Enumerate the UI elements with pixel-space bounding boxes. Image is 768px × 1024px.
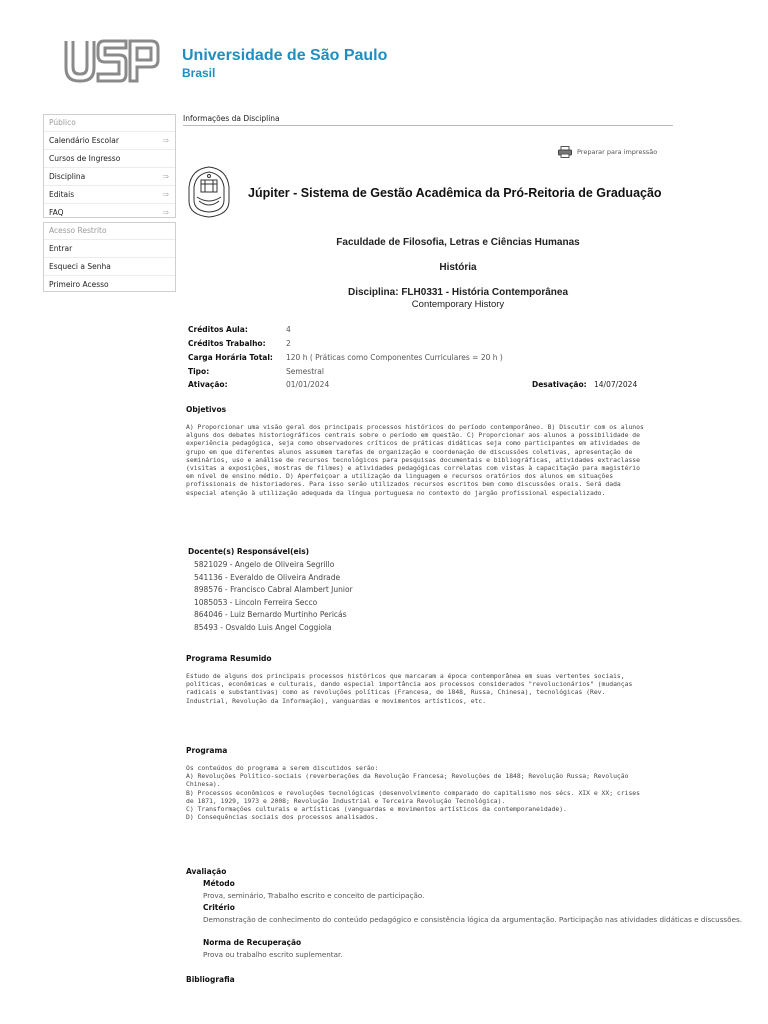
info-label: Tipo:	[188, 367, 210, 376]
list-item: 898576 - Francisco Cabral Alambert Junior	[194, 585, 353, 594]
docentes-list	[194, 559, 353, 634]
info-value: 120 h ( Práticas como Componentes Curriculares = 20 h )	[286, 353, 503, 362]
subsection-title-metodo: Método	[203, 879, 235, 888]
sidebar-item-label: Entrar	[49, 244, 73, 253]
section-title-objetivos: Objetivos	[186, 405, 227, 414]
page-title: Júpiter - Sistema de Gestão Acadêmica da Pró-Reitoria de Graduação	[248, 186, 662, 200]
info-value: 14/07/2024	[594, 380, 638, 389]
arrow-right-icon: ⇒	[162, 136, 169, 145]
sidebar-heading-public: Público	[49, 118, 76, 127]
sidebar-item-label: FAQ	[49, 208, 64, 217]
sidebar-restricted-menu	[43, 222, 176, 292]
info-value: 4	[286, 325, 291, 334]
faculty-name: Faculdade de Filosofia, Letras e Ciências Humanas	[336, 237, 580, 248]
section-title-avaliacao: Avaliação	[186, 867, 227, 876]
sidebar-item-entrar[interactable]	[44, 239, 175, 257]
sidebar-item-disciplina[interactable]	[44, 167, 175, 185]
arrow-right-icon: ⇒	[162, 208, 169, 217]
section-title-bibliografia: Bibliografia	[186, 975, 235, 984]
recuperacao-text: Prova ou trabalho escrito suplementar.	[203, 950, 343, 959]
sidebar-item-label: Editais	[49, 190, 75, 199]
list-item: 864046 - Luiz Bernardo Murtinho Pericás	[194, 610, 347, 619]
info-value: Semestral	[286, 367, 324, 376]
subsection-title-recuperacao: Norma de Recuperação	[203, 938, 302, 947]
discipline-english-title: Contemporary History	[411, 299, 505, 310]
info-value: 2	[286, 339, 291, 348]
fflch-seal-icon	[187, 165, 231, 219]
sidebar-item-label: Esqueci a Senha	[49, 262, 111, 271]
sidebar-item-faq[interactable]	[44, 203, 175, 221]
sidebar-item-label: Primeiro Acesso	[49, 280, 109, 289]
print-button[interactable]	[558, 146, 657, 158]
sidebar-item-label: Disciplina	[49, 172, 86, 181]
sidebar-item-primeiro-acesso[interactable]	[44, 275, 175, 293]
usp-logo[interactable]	[63, 38, 161, 84]
sidebar-item-calendario[interactable]	[44, 131, 175, 149]
list-item: 541136 - Everaldo de Oliveira Andrade	[194, 572, 341, 582]
course-name: História	[439, 262, 477, 273]
info-label: Créditos Aula:	[188, 325, 248, 334]
breadcrumb-divider	[183, 125, 673, 126]
university-name: Universidade de São Paulo	[182, 47, 388, 64]
section-title-programa: Programa	[186, 746, 228, 755]
sidebar-item-label: Calendário Escolar	[49, 136, 119, 145]
sidebar-item-esqueci-senha[interactable]	[44, 257, 175, 275]
print-label: Preparar para impressão	[577, 148, 658, 156]
list-item: 85493 - Osvaldo Luis Angel Coggiola	[194, 622, 332, 632]
printer-icon	[558, 146, 572, 158]
sidebar-public-menu	[43, 114, 176, 218]
info-row-ativacao	[188, 379, 658, 390]
section-title-programa-resumido: Programa Resumido	[186, 654, 272, 663]
programa-text: Os conteúdos do programa a serem discutidos serão: A) Revoluções Político-sociais (reverberações da Revolução Francesa; Revoluções de 1848; Revolução Russa; Revolução Chinesa). B) Processos econômicos e revoluções tecnológicas (desenvolvimento comparado do capitalismo nos sécs. XIX e XX; crises de 1871, 1929, 1973 e 2008; Revolução Industrial e Terceira Revolução Tecnológica). C) Transformações culturais e artísticas (vanguardas e movimentos artísticos da contemporaneidade). D) Consequências sociais dos processos analisados.	[186, 764, 641, 822]
sidebar-item-label: Cursos de Ingresso	[49, 154, 121, 163]
info-label: Ativação:	[188, 380, 228, 389]
breadcrumb: Informações da Disciplina	[183, 114, 280, 123]
sidebar-heading-restricted: Acesso Restrito	[49, 226, 107, 235]
info-value: 01/01/2024	[286, 380, 330, 389]
university-country: Brasil	[182, 66, 216, 80]
list-item: 5821029 - Angelo de Oliveira Segrillo	[194, 560, 335, 569]
info-label: Desativação:	[532, 380, 587, 389]
discipline-title: Disciplina: FLH0331 - História Contemporânea	[347, 287, 569, 298]
criterio-text: Demonstração de conhecimento do conteúdo pedagógico e consistência lógica da argumentação. Participação nas atividades didáticas e discussões.	[203, 915, 743, 924]
sidebar-item-cursos[interactable]	[44, 149, 175, 167]
list-item: 1085053 - Lincoln Ferreira Secco	[194, 597, 318, 607]
arrow-right-icon: ⇒	[162, 172, 169, 181]
programa-resumido-text: Estudo de alguns dos principais processos históricos que marcaram a época contemporânea em suas vertentes sociais, políticas, econômicas e culturais, dando especial importância aos processos considerados "revolucionários" (mudanças radicais e substantivas) como as revoluções políticas (Francesa, de 1848, Russa, Chinesa), tecnológicas (Rev. Industrial, Revolução da Informação), vanguardas e movimentos artísticos, etc.	[186, 672, 633, 705]
subsection-title-criterio: Critério	[203, 903, 235, 912]
sidebar-item-editais[interactable]	[44, 185, 175, 203]
objetivos-text: A) Proporcionar uma visão geral dos principais processos históricos do período contemporâneo. B) Discutir com os alunos alguns dos debates historiográficos centrais sobre o período em questão. C) Proporcionar aos alunos a possibilidade de experiência pedagógica, seja como observadores críticos de práticas didáticas seja como participantes em atividades de grupo em que diferentes alunos assumem tarefas de organização e coordenação de discussões coletivas, apresentação de seminários, uso e análise de recursos tecnológicos para pesquisas documentais e bibliográficas, atividades extraclasse (visitas a exposições, mostras de filmes) e atividades pedagógicas correlatas com vistas à capacitação para magistério em nível de ensino médio. D) Aperfeiçoar a utilização da linguagem e recursos oratórios dos alunos em situações profissionais de historiadores. Para isso serão utilizados recursos escritos bem como discussões orais. Será dada especial atenção à utilização adequada da língua portuguesa no contexto do jargão profissional especializado.	[186, 423, 644, 497]
section-title-docentes: Docente(s) Responsável(eis)	[188, 547, 310, 556]
arrow-right-icon: ⇒	[162, 190, 169, 199]
metodo-text: Prova, seminário, Trabalho escrito e conceito de participação.	[203, 891, 425, 900]
info-label: Carga Horária Total:	[188, 353, 273, 362]
info-label: Créditos Trabalho:	[188, 339, 266, 348]
